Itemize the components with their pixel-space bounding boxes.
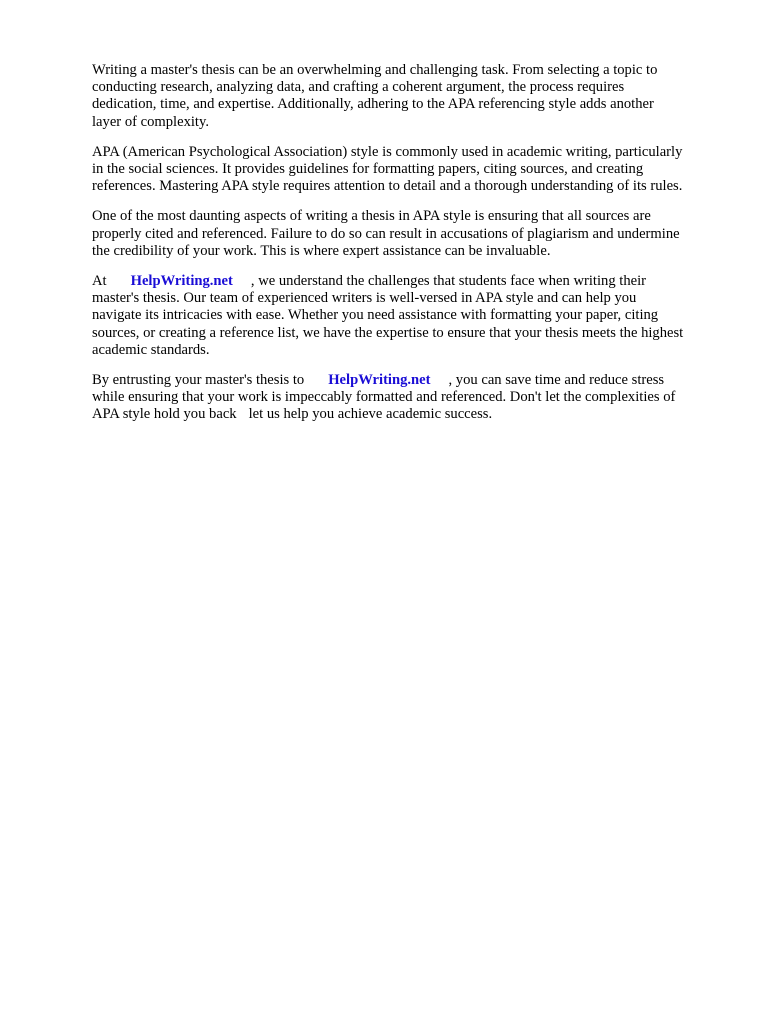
text-line: references. Mastering APA style requires attention to detail and a thorough understanding of its rules. <box>92 178 683 195</box>
helpwriting-link[interactable]: HelpWriting.net <box>130 273 233 290</box>
text-line: master's thesis. Our team of experienced writers is well-versed in APA style and can help you <box>92 290 637 307</box>
text-line: dedication, time, and expertise. Additionally, adhering to the APA referencing style adds another <box>92 96 654 113</box>
text-line: properly cited and referenced. Failure to do so can result in accusations of plagiarism and undermine <box>92 225 680 242</box>
text-line <box>92 372 732 389</box>
helpwriting-link[interactable]: HelpWriting.net <box>328 372 431 389</box>
text-line <box>92 406 732 423</box>
text-line: the credibility of your work. This is where expert assistance can be invaluable. <box>92 242 551 259</box>
paragraph-helpwriting <box>92 273 732 359</box>
paragraph-apa-style <box>92 144 732 196</box>
text-segment: By entrusting your master's thesis to <box>92 372 305 389</box>
text-line: navigate its intricacies with ease. Whether you need assistance with formatting your paper, citing <box>92 307 659 324</box>
paragraph-daunting-aspects <box>92 208 732 260</box>
text-line: conducting research, analyzing data, and crafting a coherent argument, the process requires <box>92 79 625 96</box>
text-line: One of the most daunting aspects of writing a thesis in APA style is ensuring that all sources are <box>92 208 651 225</box>
text-segment: let us help you achieve academic success. <box>248 406 493 423</box>
text-line: academic standards. <box>92 341 210 358</box>
text-line <box>92 273 732 290</box>
text-line: APA (American Psychological Association) style is commonly used in academic writing, particularly <box>92 143 683 160</box>
text-segment: At <box>92 273 107 290</box>
text-line: while ensuring that your work is impeccably formatted and referenced. Don't let the complexities of <box>92 389 676 406</box>
text-segment: , you can save time and reduce stress <box>448 372 665 389</box>
text-segment: APA style hold you back <box>92 406 237 423</box>
text-line: sources, or creating a reference list, we have the expertise to ensure that your thesis meets the highest <box>92 324 684 341</box>
text-segment: , we understand the challenges that students face when writing their <box>250 273 647 290</box>
paragraph-intro <box>92 62 732 131</box>
document-page <box>92 62 732 437</box>
text-line: in the social sciences. It provides guidelines for formatting papers, citing sources, and creating <box>92 161 644 178</box>
text-line: Writing a master's thesis can be an overwhelming and challenging task. From selecting a topic to <box>92 62 658 78</box>
text-line: layer of complexity. <box>92 113 209 130</box>
paragraph-entrusting <box>92 372 732 424</box>
